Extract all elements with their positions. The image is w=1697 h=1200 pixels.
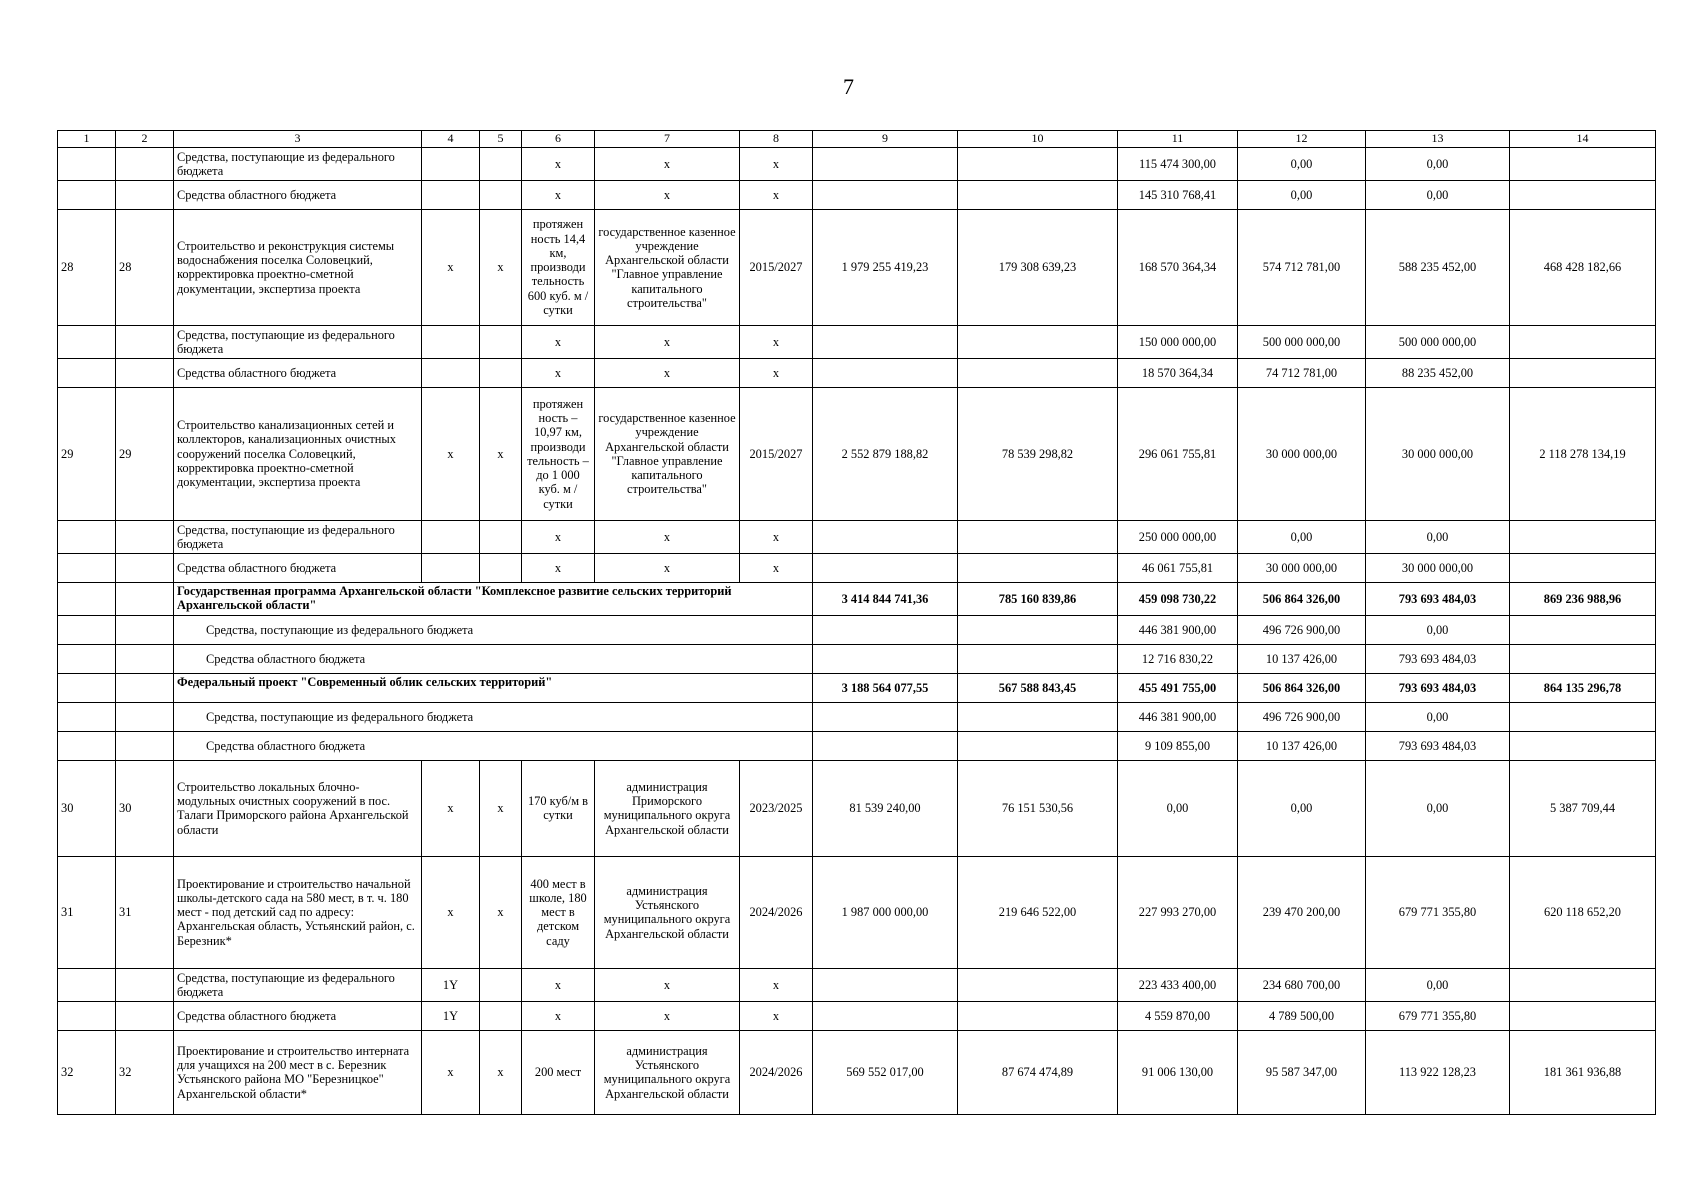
table-cell: Средства, поступающие из федерального бюджета — [174, 520, 422, 553]
table-cell: Проектирование и строительство интерната для учащихся на 200 мест в с. Березник Устьянского района МО "Березницкое" Архангельской области* — [174, 1030, 422, 1114]
empty-cell — [58, 615, 116, 644]
amount-cell — [813, 615, 958, 644]
table-cell: 0,00 — [1238, 520, 1366, 553]
table-cell: 5 387 709,44 — [1510, 760, 1656, 856]
table-cell — [422, 553, 480, 582]
table-cell: x — [522, 1001, 595, 1030]
table-cell — [480, 553, 522, 582]
amount-cell — [1510, 731, 1656, 760]
table-cell — [958, 325, 1118, 358]
amount-cell — [958, 702, 1118, 731]
table-cell: 0,00 — [1238, 180, 1366, 209]
amount-cell: 10 137 426,00 — [1238, 644, 1366, 673]
page-number: 7 — [843, 74, 854, 99]
table-cell: 0,00 — [1366, 180, 1510, 209]
empty-cell — [58, 731, 116, 760]
subtotal-label: Федеральный проект "Современный облик сельских территорий" — [174, 673, 813, 702]
table-cell: 4 559 870,00 — [1118, 1001, 1238, 1030]
table-cell: 95 587 347,00 — [1238, 1030, 1366, 1114]
table-cell: 679 771 355,80 — [1366, 1001, 1510, 1030]
table-cell: администрация Приморского муниципального округа Архангельской области — [595, 760, 740, 856]
table-cell — [1510, 358, 1656, 387]
table-row — [58, 209, 1656, 325]
table-cell — [813, 553, 958, 582]
table-cell — [480, 147, 522, 180]
table-row — [58, 387, 1656, 520]
empty-cell — [58, 582, 116, 615]
table-cell: 0,00 — [1366, 968, 1510, 1001]
table-cell: x — [422, 387, 480, 520]
table-cell: 223 433 400,00 — [1118, 968, 1238, 1001]
table-cell — [813, 358, 958, 387]
table-cell — [958, 147, 1118, 180]
table-cell: 168 570 364,34 — [1118, 209, 1238, 325]
table-cell: x — [740, 147, 813, 180]
amount-cell: 10 137 426,00 — [1238, 731, 1366, 760]
table-cell: x — [740, 968, 813, 1001]
table-cell: 0,00 — [1366, 520, 1510, 553]
table-cell: 170 куб/м в сутки — [522, 760, 595, 856]
table-cell: администрация Устьянского муниципального округа Архангельской области — [595, 1030, 740, 1114]
table-cell: x — [480, 387, 522, 520]
table-cell — [480, 358, 522, 387]
table-cell: 2 118 278 134,19 — [1510, 387, 1656, 520]
table-cell: 0,00 — [1366, 147, 1510, 180]
amount-cell: 446 381 900,00 — [1118, 615, 1238, 644]
column-number-cell: 14 — [1510, 131, 1656, 148]
table-cell — [116, 325, 174, 358]
subtotal-label: Государственная программа Архангельской области "Комплексное развитие сельских территорий Архангельской области" — [174, 582, 813, 615]
table-row — [58, 520, 1656, 553]
amount-cell — [1510, 644, 1656, 673]
table-cell: 2024/2026 — [740, 856, 813, 968]
table-cell: 181 361 936,88 — [1510, 1030, 1656, 1114]
table-cell — [813, 325, 958, 358]
table-cell: x — [595, 553, 740, 582]
table-cell: Средства, поступающие из федерального бюджета — [174, 147, 422, 180]
table-cell — [1510, 1001, 1656, 1030]
table-cell: 31 — [58, 856, 116, 968]
table-cell: 30 000 000,00 — [1238, 553, 1366, 582]
subtotal-row — [58, 673, 1656, 702]
column-number-cell: 2 — [116, 131, 174, 148]
amount-cell: 869 236 988,96 — [1510, 582, 1656, 615]
empty-cell — [116, 731, 174, 760]
amount-cell: 567 588 843,45 — [958, 673, 1118, 702]
amount-cell: 793 693 484,03 — [1366, 582, 1510, 615]
table-cell: x — [422, 209, 480, 325]
table-cell: x — [740, 1001, 813, 1030]
table-cell — [422, 520, 480, 553]
table-cell — [813, 968, 958, 1001]
empty-cell — [116, 615, 174, 644]
table-cell — [116, 968, 174, 1001]
table-cell — [58, 520, 116, 553]
table-cell: x — [740, 325, 813, 358]
amount-cell: 496 726 900,00 — [1238, 615, 1366, 644]
table-cell: x — [740, 358, 813, 387]
table-cell — [1510, 968, 1656, 1001]
table-cell: 30 — [58, 760, 116, 856]
table-cell: Средства областного бюджета — [174, 1001, 422, 1030]
table-cell: x — [480, 760, 522, 856]
table-cell: 30 000 000,00 — [1366, 387, 1510, 520]
table-cell: 31 — [116, 856, 174, 968]
table-cell: 1 987 000 000,00 — [813, 856, 958, 968]
table-cell: Проектирование и строительство начальной школы-детского сада на 580 мест, в т. ч. 180 мест - под детский сад по адресу: Архангельская область, Устьянский район, с. Березник* — [174, 856, 422, 968]
empty-cell — [58, 644, 116, 673]
table-cell — [958, 553, 1118, 582]
table-row — [58, 325, 1656, 358]
source-row — [58, 702, 1656, 731]
table-cell: x — [422, 760, 480, 856]
table-cell: Строительство канализационных сетей и коллекторов, канализационных очистных сооружений поселка Соловецкий, корректировка проектно-сметной документации, экспертиза проекта — [174, 387, 422, 520]
amount-cell: 3 188 564 077,55 — [813, 673, 958, 702]
table-cell: администрация Устьянского муниципального округа Архангельской области — [595, 856, 740, 968]
table-cell: x — [740, 180, 813, 209]
table-cell — [1510, 520, 1656, 553]
table-cell — [480, 325, 522, 358]
table-cell: x — [480, 209, 522, 325]
source-row — [58, 644, 1656, 673]
budget-table — [57, 130, 1656, 1115]
table-cell — [813, 1001, 958, 1030]
table-cell — [422, 358, 480, 387]
table-cell: 296 061 755,81 — [1118, 387, 1238, 520]
table-cell: 115 474 300,00 — [1118, 147, 1238, 180]
amount-cell: 506 864 326,00 — [1238, 673, 1366, 702]
table-row — [58, 856, 1656, 968]
amount-cell: 793 693 484,03 — [1366, 644, 1510, 673]
empty-cell — [116, 702, 174, 731]
amount-cell: 496 726 900,00 — [1238, 702, 1366, 731]
table-cell: x — [522, 358, 595, 387]
table-cell: 1 979 255 419,23 — [813, 209, 958, 325]
empty-cell — [116, 673, 174, 702]
table-cell — [58, 358, 116, 387]
table-cell: 88 235 452,00 — [1366, 358, 1510, 387]
column-number-cell: 7 — [595, 131, 740, 148]
table-cell — [480, 520, 522, 553]
table-cell: Строительство локальных блочно-модульных очистных сооружений в пос. Талаги Приморского района Архангельской области — [174, 760, 422, 856]
table-cell: x — [595, 520, 740, 553]
table-cell: 30 000 000,00 — [1238, 387, 1366, 520]
source-label: Средства, поступающие из федерального бюджета — [174, 615, 813, 644]
table-row — [58, 358, 1656, 387]
table-cell: x — [595, 325, 740, 358]
amount-cell: 459 098 730,22 — [1118, 582, 1238, 615]
table-cell — [116, 520, 174, 553]
table-row — [58, 553, 1656, 582]
amount-cell: 0,00 — [1366, 615, 1510, 644]
table-cell: x — [595, 180, 740, 209]
subtotal-row — [58, 582, 1656, 615]
table-cell: 0,00 — [1118, 760, 1238, 856]
table-cell: 32 — [58, 1030, 116, 1114]
table-cell: x — [740, 520, 813, 553]
table-cell: 81 539 240,00 — [813, 760, 958, 856]
table-cell — [480, 1001, 522, 1030]
table-cell — [1510, 325, 1656, 358]
column-number-cell: 3 — [174, 131, 422, 148]
table-cell: протяжен ность 14,4 км, производи тельность 600 куб. м / сутки — [522, 209, 595, 325]
amount-cell — [958, 644, 1118, 673]
column-number-cell: 13 — [1366, 131, 1510, 148]
table-cell: 32 — [116, 1030, 174, 1114]
table-cell — [813, 520, 958, 553]
amount-cell — [1510, 615, 1656, 644]
table-cell: x — [422, 1030, 480, 1114]
table-cell: 113 922 128,23 — [1366, 1030, 1510, 1114]
table-cell — [58, 553, 116, 582]
table-cell: 400 мест в школе, 180 мест в детском саду — [522, 856, 595, 968]
amount-cell: 864 135 296,78 — [1510, 673, 1656, 702]
table-cell — [1510, 553, 1656, 582]
table-cell — [422, 147, 480, 180]
table-cell — [958, 520, 1118, 553]
table-cell: x — [522, 147, 595, 180]
table-cell: Строительство и реконструкция системы водоснабжения поселка Соловецкий, корректировка проектно-сметной документации, экспертиза проекта — [174, 209, 422, 325]
column-number-cell: 8 — [740, 131, 813, 148]
amount-cell — [813, 702, 958, 731]
amount-cell: 12 716 830,22 — [1118, 644, 1238, 673]
amount-cell: 9 109 855,00 — [1118, 731, 1238, 760]
amount-cell: 793 693 484,03 — [1366, 731, 1510, 760]
table-cell: x — [522, 553, 595, 582]
table-cell: 679 771 355,80 — [1366, 856, 1510, 968]
table-cell — [58, 968, 116, 1001]
table-cell: государственное казенное учреждение Архангельской области "Главное управление капитального строительства" — [595, 209, 740, 325]
table-cell: x — [595, 358, 740, 387]
amount-cell — [813, 644, 958, 673]
table-cell: 28 — [58, 209, 116, 325]
table-cell: x — [740, 553, 813, 582]
table-cell — [58, 1001, 116, 1030]
amount-cell — [958, 731, 1118, 760]
table-cell: 219 646 522,00 — [958, 856, 1118, 968]
table-cell: 250 000 000,00 — [1118, 520, 1238, 553]
table-cell: 18 570 364,34 — [1118, 358, 1238, 387]
table-cell: 179 308 639,23 — [958, 209, 1118, 325]
column-number-cell: 1 — [58, 131, 116, 148]
table-cell: 2015/2027 — [740, 209, 813, 325]
table-cell — [958, 358, 1118, 387]
amount-cell — [1510, 702, 1656, 731]
table-row — [58, 1001, 1656, 1030]
table-cell: 620 118 652,20 — [1510, 856, 1656, 968]
table-cell: 574 712 781,00 — [1238, 209, 1366, 325]
table-cell — [58, 180, 116, 209]
column-number-cell: 5 — [480, 131, 522, 148]
column-number-cell: 6 — [522, 131, 595, 148]
amount-cell: 785 160 839,86 — [958, 582, 1118, 615]
table-cell — [422, 325, 480, 358]
table-cell — [58, 325, 116, 358]
table-cell: 2024/2026 — [740, 1030, 813, 1114]
amount-cell — [958, 615, 1118, 644]
amount-cell: 455 491 755,00 — [1118, 673, 1238, 702]
table-cell: 4 789 500,00 — [1238, 1001, 1366, 1030]
table-cell: x — [422, 856, 480, 968]
amount-cell — [813, 731, 958, 760]
amount-cell: 0,00 — [1366, 702, 1510, 731]
table-cell: x — [595, 1001, 740, 1030]
table-cell — [116, 147, 174, 180]
table-cell: 30 000 000,00 — [1366, 553, 1510, 582]
table-cell: 74 712 781,00 — [1238, 358, 1366, 387]
source-row — [58, 731, 1656, 760]
table-cell: 500 000 000,00 — [1366, 325, 1510, 358]
table-cell: Средства, поступающие из федерального бюджета — [174, 968, 422, 1001]
table-cell: 239 470 200,00 — [1238, 856, 1366, 968]
table-cell: государственное казенное учреждение Архангельской области "Главное управление капитального строительства" — [595, 387, 740, 520]
table-cell — [958, 968, 1118, 1001]
empty-cell — [116, 644, 174, 673]
table-cell: x — [522, 180, 595, 209]
table-row — [58, 1030, 1656, 1114]
source-label: Средства областного бюджета — [174, 731, 813, 760]
table-cell: x — [522, 968, 595, 1001]
table-cell: 76 151 530,56 — [958, 760, 1118, 856]
table-cell — [480, 968, 522, 1001]
table-cell — [1510, 180, 1656, 209]
table-cell: 1Y — [422, 1001, 480, 1030]
amount-cell: 506 864 326,00 — [1238, 582, 1366, 615]
table-cell — [958, 1001, 1118, 1030]
table-cell: 468 428 182,66 — [1510, 209, 1656, 325]
table-body — [58, 131, 1656, 1115]
table-row — [58, 968, 1656, 1001]
amount-cell: 446 381 900,00 — [1118, 702, 1238, 731]
table-cell: 29 — [116, 387, 174, 520]
table-cell: 28 — [116, 209, 174, 325]
table-cell: 234 680 700,00 — [1238, 968, 1366, 1001]
table-cell — [116, 553, 174, 582]
table-cell: Средства областного бюджета — [174, 553, 422, 582]
table-cell: 30 — [116, 760, 174, 856]
table-cell: x — [595, 147, 740, 180]
table-cell — [116, 358, 174, 387]
table-cell: 91 006 130,00 — [1118, 1030, 1238, 1114]
table-cell — [116, 1001, 174, 1030]
table-row — [58, 147, 1656, 180]
amount-cell: 793 693 484,03 — [1366, 673, 1510, 702]
table-cell: Средства, поступающие из федерального бюджета — [174, 325, 422, 358]
table-cell — [1510, 147, 1656, 180]
column-number-cell: 4 — [422, 131, 480, 148]
table-cell: 200 мест — [522, 1030, 595, 1114]
table-cell: 588 235 452,00 — [1366, 209, 1510, 325]
table-cell: 1Y — [422, 968, 480, 1001]
empty-cell — [116, 582, 174, 615]
table-cell — [422, 180, 480, 209]
table-cell: 0,00 — [1238, 760, 1366, 856]
empty-cell — [58, 702, 116, 731]
table-cell: 87 674 474,89 — [958, 1030, 1118, 1114]
column-number-row — [58, 131, 1656, 148]
table-row — [58, 180, 1656, 209]
table-cell: 46 061 755,81 — [1118, 553, 1238, 582]
table-row — [58, 760, 1656, 856]
table-cell: 29 — [58, 387, 116, 520]
table-cell: 0,00 — [1238, 147, 1366, 180]
amount-cell: 3 414 844 741,36 — [813, 582, 958, 615]
table-cell — [480, 180, 522, 209]
table-cell: x — [480, 856, 522, 968]
table-cell: 150 000 000,00 — [1118, 325, 1238, 358]
table-cell — [813, 180, 958, 209]
table-cell: 2 552 879 188,82 — [813, 387, 958, 520]
table-cell: Средства областного бюджета — [174, 180, 422, 209]
source-label: Средства, поступающие из федерального бюджета — [174, 702, 813, 731]
table-cell: 2015/2027 — [740, 387, 813, 520]
table-cell: x — [595, 968, 740, 1001]
table-cell: 569 552 017,00 — [813, 1030, 958, 1114]
column-number-cell: 11 — [1118, 131, 1238, 148]
empty-cell — [58, 673, 116, 702]
table-cell: 500 000 000,00 — [1238, 325, 1366, 358]
source-label: Средства областного бюджета — [174, 644, 813, 673]
table-cell: 2023/2025 — [740, 760, 813, 856]
table-cell: 145 310 768,41 — [1118, 180, 1238, 209]
column-number-cell: 9 — [813, 131, 958, 148]
table-cell — [58, 147, 116, 180]
table-cell: 227 993 270,00 — [1118, 856, 1238, 968]
table-cell: Средства областного бюджета — [174, 358, 422, 387]
table-cell: 78 539 298,82 — [958, 387, 1118, 520]
table-cell — [958, 180, 1118, 209]
table-cell: x — [480, 1030, 522, 1114]
table-cell: протяжен ность – 10,97 км, производи тельность – до 1 000 куб. м / сутки — [522, 387, 595, 520]
table-cell: x — [522, 325, 595, 358]
column-number-cell: 10 — [958, 131, 1118, 148]
source-row — [58, 615, 1656, 644]
table-cell — [813, 147, 958, 180]
table-cell: x — [522, 520, 595, 553]
table-cell: 0,00 — [1366, 760, 1510, 856]
column-number-cell: 12 — [1238, 131, 1366, 148]
table-cell — [116, 180, 174, 209]
